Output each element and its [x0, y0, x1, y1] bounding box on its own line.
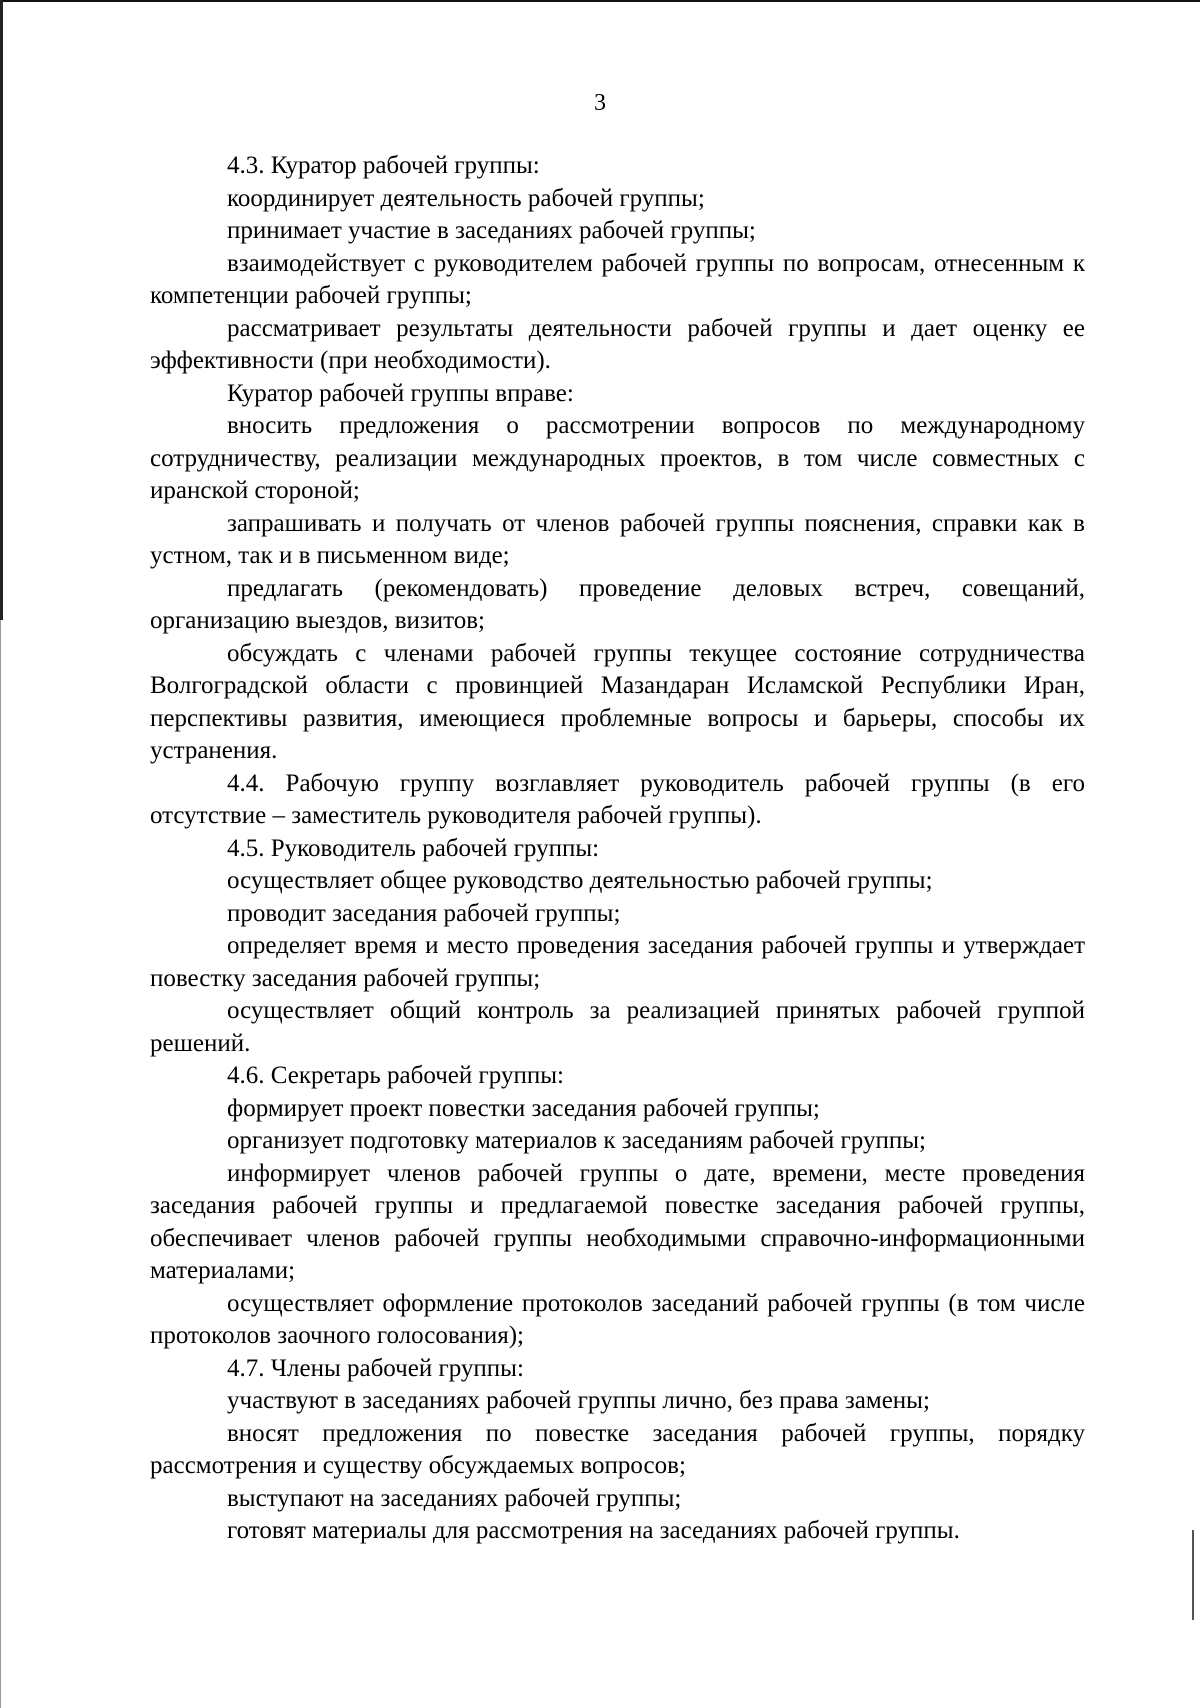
- paragraph: взаимодействует с руководителем рабочей группы по вопросам, отнесенным к компетенции рабочей группы;: [150, 249, 1085, 309]
- paragraph: организует подготовку материалов к заседаниям рабочей группы;: [227, 1127, 926, 1154]
- paragraph: принимает участие в заседаниях рабочей группы;: [227, 217, 756, 244]
- paragraph: вносить предложения о рассмотрении вопросов по международному сотрудничеству, реализации международных проектов, в том числе совместных с иранской стороной;: [150, 412, 1085, 504]
- paragraph: проводит заседания рабочей группы;: [227, 899, 621, 927]
- paragraph: 4.3. Куратор рабочей группы:: [227, 152, 540, 179]
- page-number: 3: [594, 90, 606, 116]
- paragraph: участвуют в заседаниях рабочей группы лично, без права замены;: [227, 1387, 930, 1414]
- paragraph: 4.7. Члены рабочей группы:: [227, 1354, 524, 1382]
- paragraph: осуществляет общее руководство деятельностью рабочей группы;: [227, 867, 933, 894]
- paragraph: 4.5. Руководитель рабочей группы:: [227, 834, 600, 862]
- paragraph: осуществляет оформление протоколов заседаний рабочей группы (в том числе протоколов заочного голосования);: [150, 1289, 1085, 1349]
- paragraph: Куратор рабочей группы вправе:: [227, 379, 574, 407]
- scan-edge-right: [1192, 1530, 1194, 1620]
- paragraph: рассматривает результаты деятельности рабочей группы и дает оценку ее эффективности (при необходимости).: [150, 314, 1085, 374]
- paragraph: определяет время и место проведения заседания рабочей группы и утверждает повестку заседания рабочей группы;: [150, 932, 1085, 992]
- paragraph: координирует деятельность рабочей группы;: [227, 184, 705, 212]
- paragraph: 4.6. Секретарь рабочей группы:: [227, 1062, 564, 1089]
- paragraph: информирует членов рабочей группы о дате, времени, месте проведения заседания рабочей группы и предлагаемой повестке заседания рабочей группы, обеспечивает членов рабочей группы необходимыми справочно-информационными материалами;: [150, 1159, 1085, 1284]
- scan-edge-top: [0, 0, 1200, 2]
- paragraph: обсуждать с членами рабочей группы текущее состояние сотрудничества Волгоградской области с провинцией Мазандаран Исламской Республики Иран, перспективы развития, имеющиеся проблемные вопросы и барьеры, способы их устранения.: [150, 639, 1085, 764]
- paragraph: выступают на заседаниях рабочей группы;: [227, 1484, 682, 1512]
- paragraph: предлагать (рекомендовать) проведение деловых встреч, совещаний, организацию выездов, визитов;: [150, 574, 1085, 634]
- paragraph: готовят материалы для рассмотрения на заседаниях рабочей группы.: [227, 1517, 960, 1544]
- paragraph: 4.4. Рабочую группу возглавляет руководитель рабочей группы (в его отсутствие – заместитель руководителя рабочей группы).: [150, 769, 1085, 829]
- paragraph: вносят предложения по повестке заседания рабочей группы, порядку рассмотрения и существу обсуждаемых вопросов;: [150, 1419, 1085, 1479]
- paragraph: осуществляет общий контроль за реализацией принятых рабочей группой решений.: [150, 997, 1085, 1057]
- document-body: [150, 150, 1085, 1548]
- paragraph: запрашивать и получать от членов рабочей группы пояснения, справки как в устном, так и в письменном виде;: [150, 509, 1085, 569]
- paragraph: формирует проект повестки заседания рабочей группы;: [227, 1094, 820, 1122]
